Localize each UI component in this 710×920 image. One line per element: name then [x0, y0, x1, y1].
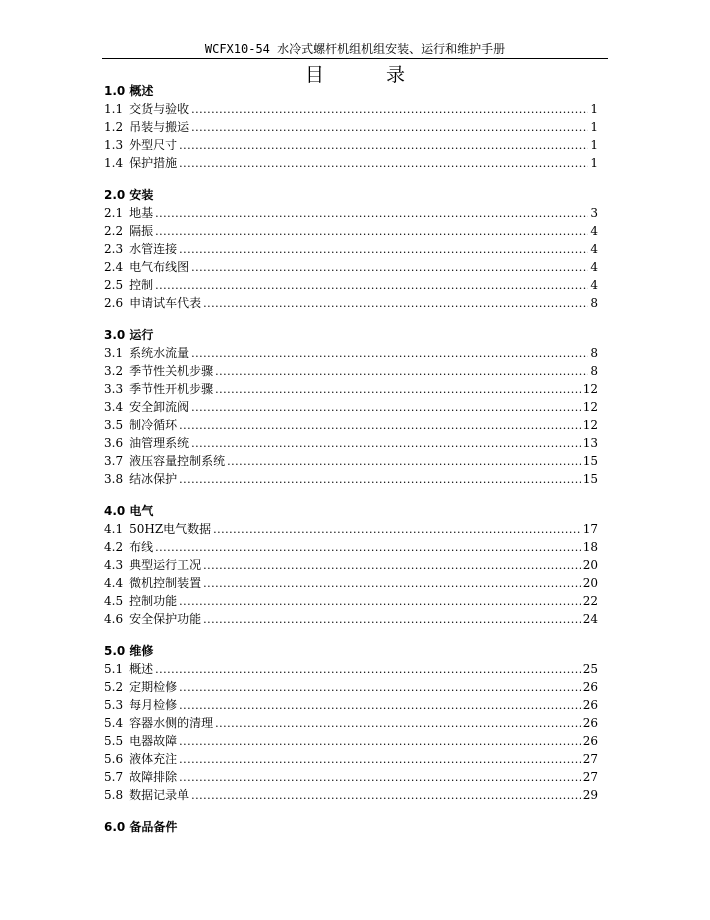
toc-entry-label: 季节性开机步骤	[129, 382, 214, 396]
toc-entry[interactable]	[104, 362, 598, 380]
toc-entry-number: 5.1	[104, 662, 124, 676]
toc-entry-page: 26	[582, 680, 598, 694]
toc-entry-number: 4.3	[104, 558, 124, 572]
toc-entry[interactable]	[104, 136, 598, 154]
toc-dot-leader	[215, 362, 588, 380]
toc-entry-page: 1	[590, 138, 598, 152]
toc-dot-leader	[179, 750, 581, 768]
toc-dot-leader	[191, 344, 588, 362]
toc-entry-label: 安全保护功能	[129, 612, 202, 626]
toc-entry[interactable]	[104, 714, 598, 732]
toc-entry-number: 5.8	[104, 788, 124, 802]
toc-entry-label: 50HZ电气数据	[129, 522, 212, 536]
toc-entry-page: 24	[582, 612, 598, 626]
toc-entry-page: 25	[582, 662, 598, 676]
toc-dot-leader	[179, 416, 581, 434]
toc-entry-number: 5.3	[104, 698, 124, 712]
toc-entry-page: 18	[582, 540, 598, 554]
toc-section-title[interactable]: 3.0 运行	[104, 328, 154, 342]
toc-dot-leader	[191, 118, 588, 136]
toc-entry-page: 8	[590, 346, 598, 360]
toc-entry-number: 5.5	[104, 734, 124, 748]
toc-entry-label: 典型运行工况	[129, 558, 202, 572]
toc-section	[104, 326, 598, 488]
toc-dot-leader	[191, 100, 588, 118]
toc-dot-leader	[179, 678, 581, 696]
toc-entry[interactable]	[104, 574, 598, 592]
toc-entry-number: 2.2	[104, 224, 124, 238]
toc-section	[104, 186, 598, 312]
toc-entry[interactable]	[104, 660, 598, 678]
toc-entry-number: 1.4	[104, 156, 124, 170]
toc-dot-leader	[179, 240, 588, 258]
toc-entry-label: 控制功能	[129, 594, 178, 608]
toc-entry-number: 3.1	[104, 346, 124, 360]
toc-dot-leader	[179, 470, 581, 488]
toc-entry-page: 27	[582, 770, 598, 784]
toc-dot-leader	[227, 452, 581, 470]
toc-entry-label: 数据记录单	[129, 788, 190, 802]
toc-entry-page: 12	[582, 382, 598, 396]
toc-entry[interactable]	[104, 678, 598, 696]
toc-entry-number: 5.7	[104, 770, 124, 784]
toc-dot-leader	[191, 398, 581, 416]
toc-entry-label: 油管理系统	[129, 436, 190, 450]
toc-dot-leader	[155, 276, 588, 294]
toc-entry-page: 15	[582, 472, 598, 486]
toc-section-title[interactable]: 6.0 备品备件	[104, 820, 178, 834]
toc-entry-page: 1	[590, 120, 598, 134]
toc-entry-page: 26	[582, 716, 598, 730]
toc-entry[interactable]	[104, 398, 598, 416]
toc-entry-page: 20	[582, 558, 598, 572]
toc-entry-page: 3	[590, 206, 598, 220]
toc-entry-number: 4.4	[104, 576, 124, 590]
toc-section	[104, 642, 598, 804]
toc-entry-number: 2.4	[104, 260, 124, 274]
toc-dot-leader	[179, 732, 581, 750]
toc-dot-leader	[155, 660, 581, 678]
toc-entry[interactable]	[104, 786, 598, 804]
toc-entry-page: 17	[582, 522, 598, 536]
toc-entry-label: 地基	[129, 206, 154, 220]
toc-entry[interactable]	[104, 240, 598, 258]
toc-dot-leader	[179, 592, 581, 610]
toc-entry[interactable]	[104, 538, 598, 556]
toc-entry-label: 定期检修	[129, 680, 178, 694]
document-header-title: WCFX10-54 水冷式螺杆机组机组安装、运行和维护手册	[204, 42, 506, 56]
toc-entry[interactable]	[104, 100, 598, 118]
toc-entry[interactable]	[104, 470, 598, 488]
toc-entry[interactable]	[104, 610, 598, 628]
toc-dot-leader	[215, 380, 581, 398]
toc-dot-leader	[155, 538, 581, 556]
toc-section	[104, 502, 598, 628]
toc-entry-label: 电器故障	[129, 734, 178, 748]
toc-section	[104, 82, 598, 172]
toc-section-title[interactable]: 5.0 维修	[104, 644, 154, 658]
toc-entry-label: 水管连接	[129, 242, 178, 256]
toc-dot-leader	[179, 696, 581, 714]
toc-entry-page: 4	[590, 242, 598, 256]
toc-entry[interactable]	[104, 452, 598, 470]
toc-entry-number: 1.3	[104, 138, 124, 152]
toc-entry-label: 季节性关机步骤	[129, 364, 214, 378]
toc-entry-number: 3.5	[104, 418, 124, 432]
toc-dot-leader	[191, 434, 581, 452]
toc-entry-label: 交货与验收	[129, 102, 190, 116]
toc-entry-label: 安全卸流阀	[129, 400, 190, 414]
toc-entry-number: 3.7	[104, 454, 124, 468]
toc-dot-leader	[215, 714, 581, 732]
toc-dot-leader	[203, 574, 581, 592]
toc-entry-label: 系统水流量	[129, 346, 190, 360]
toc-entry[interactable]	[104, 294, 598, 312]
toc-title: 目录	[304, 64, 467, 86]
toc-dot-leader	[203, 556, 581, 574]
toc-entry-number: 2.5	[104, 278, 124, 292]
table-of-contents	[104, 82, 598, 850]
toc-entry-page: 22	[582, 594, 598, 608]
toc-entry-number: 2.1	[104, 206, 124, 220]
toc-entry-label: 故障排除	[129, 770, 178, 784]
toc-entry-page: 1	[590, 102, 598, 116]
toc-entry-page: 4	[590, 224, 598, 238]
toc-entry-label: 液压容量控制系统	[129, 454, 226, 468]
toc-entry-number: 3.8	[104, 472, 124, 486]
toc-entry-page: 13	[582, 436, 598, 450]
toc-entry-label: 吊装与搬运	[129, 120, 190, 134]
toc-entry-page: 12	[582, 400, 598, 414]
toc-entry-label: 隔振	[129, 224, 154, 238]
toc-dot-leader	[155, 222, 588, 240]
toc-entry-number: 4.1	[104, 522, 124, 536]
toc-entry-number: 4.5	[104, 594, 124, 608]
toc-entry-number: 5.2	[104, 680, 124, 694]
toc-entry-number: 3.2	[104, 364, 124, 378]
toc-entry[interactable]	[104, 204, 598, 222]
toc-entry-page: 26	[582, 734, 598, 748]
toc-entry-number: 3.4	[104, 400, 124, 414]
toc-entry-label: 容器水侧的清理	[129, 716, 214, 730]
toc-dot-leader	[191, 258, 588, 276]
toc-entry[interactable]	[104, 750, 598, 768]
toc-entry[interactable]	[104, 258, 598, 276]
toc-entry-number: 5.4	[104, 716, 124, 730]
toc-entry[interactable]	[104, 276, 598, 294]
toc-entry[interactable]	[104, 768, 598, 786]
toc-entry[interactable]	[104, 732, 598, 750]
toc-entry[interactable]	[104, 380, 598, 398]
toc-dot-leader	[191, 786, 581, 804]
toc-entry-number: 5.6	[104, 752, 124, 766]
toc-section	[104, 818, 598, 836]
toc-entry-page: 20	[582, 576, 598, 590]
toc-entry-number: 3.3	[104, 382, 124, 396]
toc-entry-page: 4	[590, 260, 598, 274]
toc-entry[interactable]	[104, 520, 598, 538]
toc-entry-label: 概述	[129, 662, 154, 676]
toc-entry[interactable]	[104, 416, 598, 434]
toc-entry-page: 8	[590, 364, 598, 378]
toc-entry-number: 4.6	[104, 612, 124, 626]
toc-entry-label: 保护措施	[129, 156, 178, 170]
toc-entry[interactable]	[104, 696, 598, 714]
toc-entry[interactable]	[104, 434, 598, 452]
toc-entry-page: 29	[582, 788, 598, 802]
toc-dot-leader	[179, 154, 588, 172]
header-divider	[102, 58, 608, 59]
toc-entry[interactable]	[104, 556, 598, 574]
toc-entry-label: 液体充注	[129, 752, 178, 766]
toc-entry-number: 3.6	[104, 436, 124, 450]
toc-dot-leader	[179, 136, 588, 154]
toc-entry[interactable]	[104, 592, 598, 610]
toc-section-title[interactable]: 1.0 概述	[104, 84, 154, 98]
toc-entry-label: 控制	[129, 278, 154, 292]
toc-entry-page: 1	[590, 156, 598, 170]
toc-dot-leader	[203, 610, 581, 628]
toc-entry[interactable]	[104, 118, 598, 136]
toc-entry-page: 27	[582, 752, 598, 766]
toc-entry-label: 制冷循环	[129, 418, 178, 432]
toc-entry-label: 布线	[129, 540, 154, 554]
toc-dot-leader	[155, 204, 588, 222]
toc-section-title[interactable]: 2.0 安装	[104, 188, 154, 202]
toc-entry-page: 12	[582, 418, 598, 432]
toc-entry-label: 微机控制装置	[129, 576, 202, 590]
toc-entry-page: 8	[590, 296, 598, 310]
toc-entry[interactable]	[104, 344, 598, 362]
toc-entry-label: 电气布线图	[129, 260, 190, 274]
toc-entry-number: 4.2	[104, 540, 124, 554]
toc-dot-leader	[179, 768, 581, 786]
toc-entry-number: 1.1	[104, 102, 124, 116]
toc-entry-label: 结冰保护	[129, 472, 178, 486]
toc-entry-page: 26	[582, 698, 598, 712]
toc-dot-leader	[213, 520, 581, 538]
toc-section-title[interactable]: 4.0 电气	[104, 504, 154, 518]
toc-entry-number: 2.3	[104, 242, 124, 256]
toc-dot-leader	[203, 294, 588, 312]
toc-entry-label: 申请试车代表	[129, 296, 202, 310]
toc-entry-page: 4	[590, 278, 598, 292]
toc-entry-number: 1.2	[104, 120, 124, 134]
toc-entry-label: 外型尺寸	[129, 138, 178, 152]
toc-entry-number: 2.6	[104, 296, 124, 310]
toc-entry-page: 15	[582, 454, 598, 468]
toc-entry[interactable]	[104, 222, 598, 240]
toc-entry-label: 每月检修	[129, 698, 178, 712]
toc-entry[interactable]	[104, 154, 598, 172]
